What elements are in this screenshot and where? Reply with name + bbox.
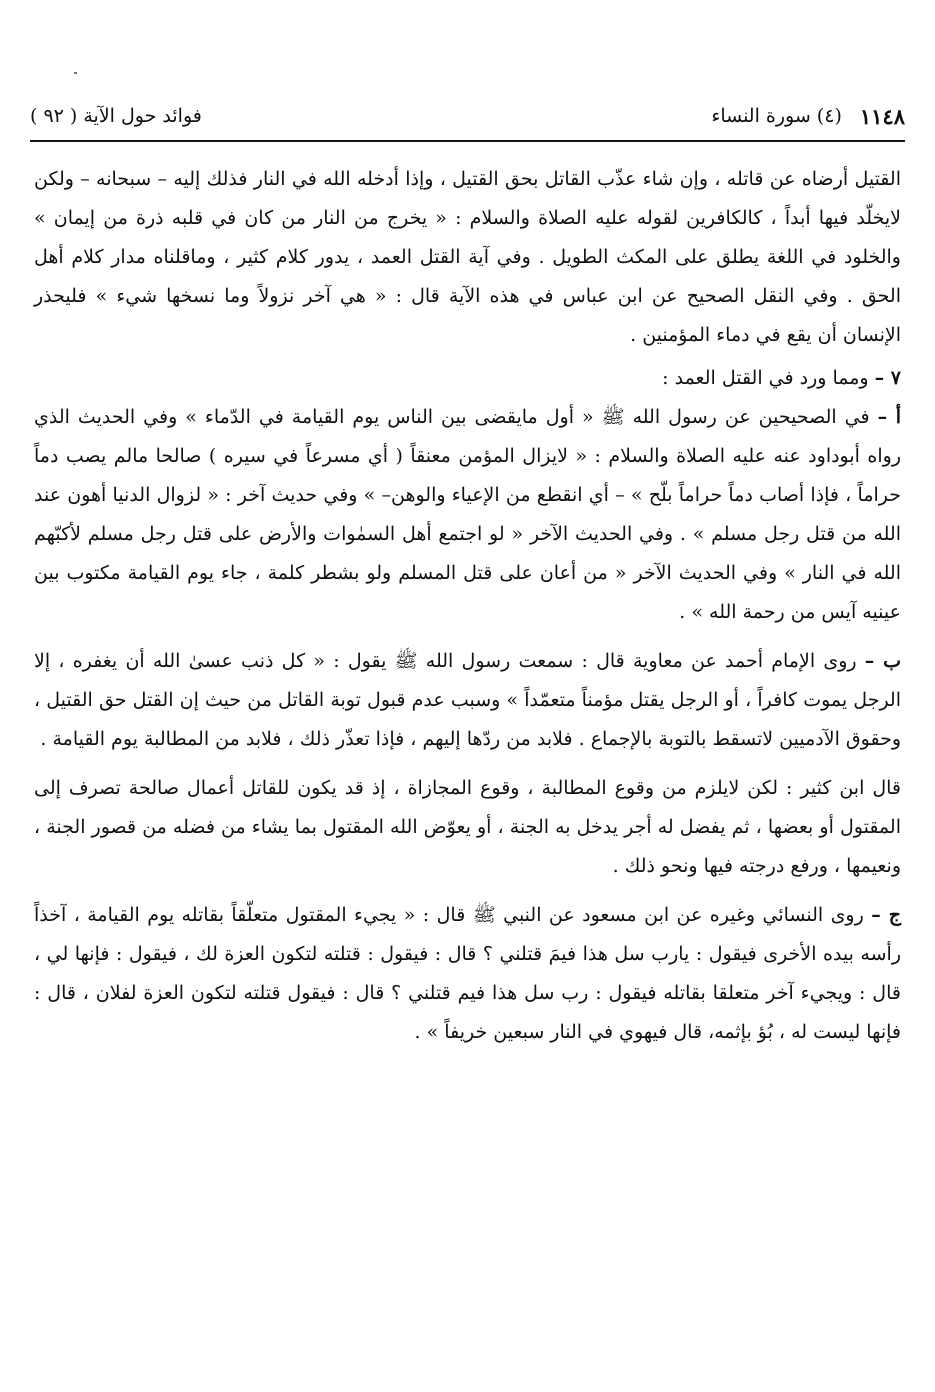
page-header (30, 96, 905, 136)
header-divider (30, 140, 905, 142)
page-body (34, 160, 901, 1052)
paragraph-text: روى الإمام أحمد عن معاوية قال : سمعت رسول الله ﷺ يقول : « كل ذنب عسىٰ الله أن يغفره ، إلا الرجل يموت كافراً ، أو الرجل يقتل مؤمناً متعمّداً » وسبب عدم قبول توبة القاتل من حيث إن القتل حق القتيل ، وحقوق الآدميين لاتسقط بالتوبة بالإجماع . فلابد من ردّها إليهم ، فإذا تعذّر ذلك ، فلابد من المطالبة يوم القيامة . (34, 650, 901, 750)
paragraph-text: قال ابن كثير : لكن لايلزم من وقوع المطالبة ، وقوع المجازاة ، إذ قد يكون للقاتل أعمال صالحة تصرف إلى المقتول أو بعضها ، ثم يفضل له أجر يدخل به الجنة ، أو يعوّض الله المقتول بما يشاء من فضله من قصور الجنة ، ونعيمها ، ورفع درجته فيها ونحو ذلك . (34, 777, 901, 877)
paragraph-item-a (34, 398, 901, 632)
paragraph-point-7 (34, 359, 901, 398)
item-marker: ٧ – (874, 367, 901, 389)
paragraph-item-c (34, 896, 901, 1052)
page-number: ١١٤٨ (859, 103, 905, 129)
chapter-title: (٤) سورة النساء (711, 105, 842, 127)
paragraph-intro (34, 160, 901, 355)
paragraph-item-b (34, 642, 901, 759)
paragraph-text: القتيل أرضاه عن قاتله ، وإن شاء عذّب القاتل بحق القتيل ، وإذا أدخله الله في النار فذلك إليه – سبحانه – ولكن لايخلّد فيها أبداً ، كالكافرين لقوله عليه الصلاة والسلام : « يخرج من النار من كان في قلبه ذرة من إيمان » والخلود في اللغة يطلق على المكث الطويل . وفي آية القتل العمد ، يدور كلام كثير ، وماقلناه مدار كلام أهل الحق . وفي النقل الصحيح عن ابن عباس في هذه الآية قال : « هي آخر نزولاً وما نسخها شيء » فليحذر الإنسان أن يقع في دماء المؤمنين . (34, 168, 901, 346)
scan-speck (74, 72, 77, 74)
item-marker: أ – (877, 406, 901, 428)
paragraph-text: ومما ورد في القتل العمد : (662, 367, 869, 389)
item-marker: ب – (864, 650, 901, 672)
header-right-group (711, 104, 905, 129)
paragraph-text: روى النسائي وغيره عن ابن مسعود عن النبي ﷺ قال : « يجيء المقتول متعلّقاً بقاتله يوم القيامة ، آخذاً رأسه بيده الأخرى فيقول : يارب سل هذا فيمَ قتلني ؟ قال : فيقول : قتلته لتكون العزة لك ، فيقول : فإنها لي ، قال : ويجيء آخر متعلقا بقاتله فيقول : رب سل هذا فيم قتلني ؟ قال : فيقول قتلته لتكون العزة لفلان ، قال : فإنها ليست له ، بُؤ بإثمه، قال فيهوي في النار سبعين خريفاً » . (34, 904, 901, 1043)
section-title: فوائد حول الآية ( ٩٢ ) (30, 105, 202, 127)
paragraph-ibn-kathir (34, 769, 901, 886)
item-marker: ج – (871, 904, 901, 926)
paragraph-text: في الصحيحين عن رسول الله ﷺ « أول مايقضى بين الناس يوم القيامة في الدّماء » وفي الحديث الذي رواه أبوداود عنه عليه الصلاة والسلام : « لايزال المؤمن معنقاً ( أي مسرعاً في سيره ) صالحا مالم يصب دماً حراماً ، فإذا أصاب دماً حراماً بلّح » – أي انقطع من الإعياء والوهن– » وفي حديث آخر : « لزوال الدنيا أهون عند الله من قتل رجل مسلم » . وفي الحديث الآخر « لو اجتمع أهل السمٰوات والأرض على قتل رجل مسلم لأكبّهم الله في النار » وفي الحديث الآخر « من أعان على قتل المسلم ولو بشطر كلمة ، جاء يوم القيامة مكتوب بين عينيه آيس من رحمة الله » . (34, 406, 901, 623)
